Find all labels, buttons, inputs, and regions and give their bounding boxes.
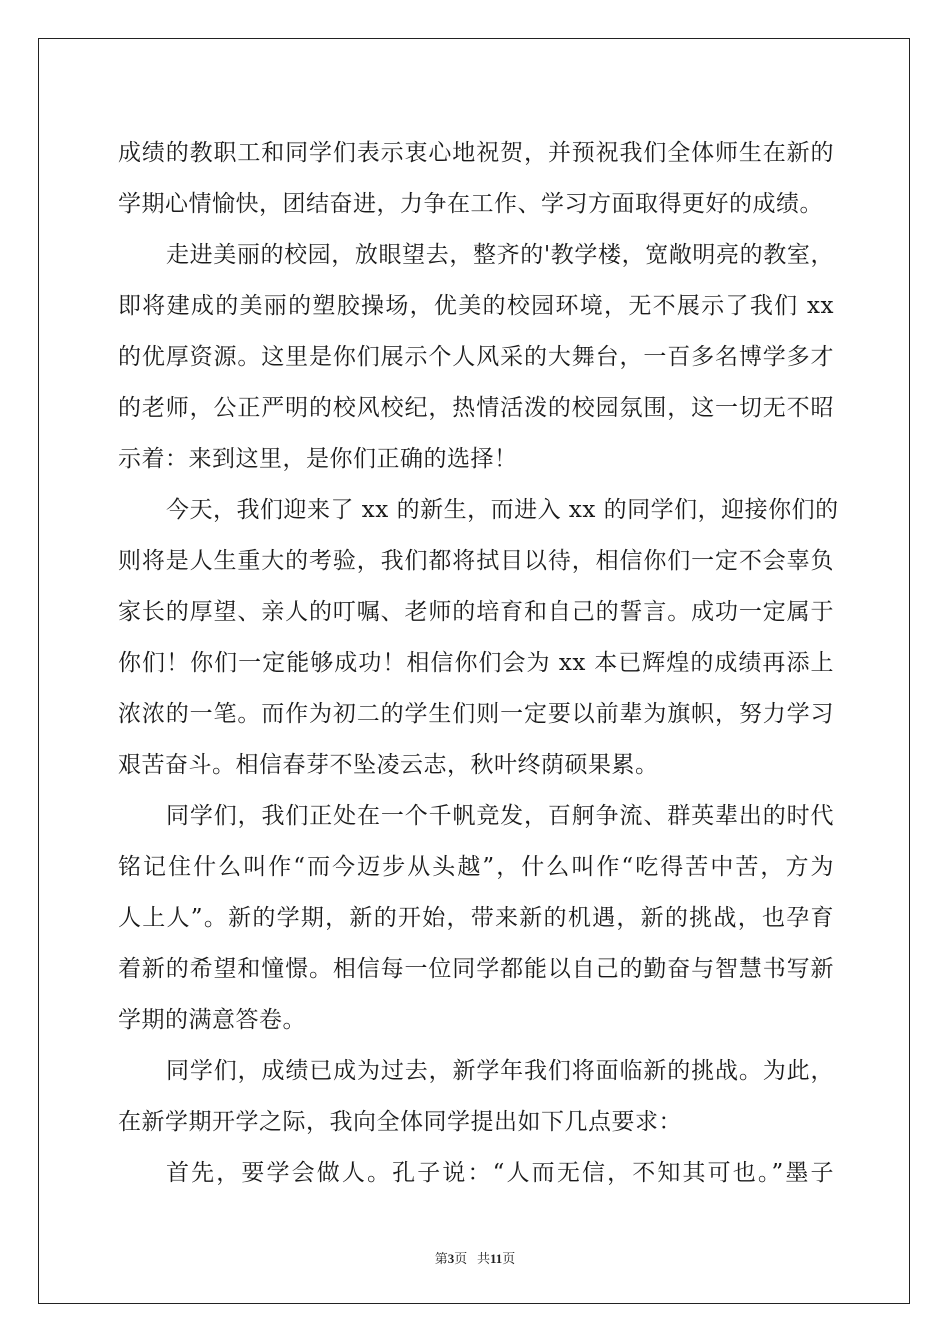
page-prefix: 第 [434, 1251, 448, 1266]
text-line: 则将是人生重大的考验，我们都将拭目以待，相信你们一定不会辜负 [118, 548, 834, 574]
total-suffix: 页 [502, 1251, 516, 1266]
text-line: 你们！你们一定能够成功！相信你们会为 xx 本已辉煌的成绩再添上 [118, 650, 834, 676]
text-line: 浓浓的一笔。而作为初二的学生们则一定要以前辈为旗帜，努力学习 [118, 701, 834, 727]
text-line: 艰苦奋斗。相信春芽不坠凌云志，秋叶终荫硕果累。 [118, 752, 659, 778]
text-line: 在新学期开学之际，我向全体同学提出如下几点要求： [118, 1109, 682, 1135]
page-number: 3 [447, 1251, 455, 1266]
text-line: 的老师，公正严明的校风校纪，热情活泼的校园氛围，这一切无不昭 [118, 395, 834, 421]
total-prefix: 共 [476, 1251, 490, 1266]
text-line: 着新的希望和憧憬。相信每一位同学都能以自己的勤奋与智慧书写新 [118, 956, 834, 982]
text-line: 首先，要学会做人。孔子说：“人而无信，不知其可也。”墨子 [166, 1160, 834, 1186]
text-line: 学期心情愉快，团结奋进，力争在工作、学习方面取得更好的成绩。 [118, 191, 823, 217]
text-line: 即将建成的美丽的塑胶操场，优美的校园环境，无不展示了我们 xx [118, 293, 834, 319]
text-line: 同学们，我们正处在一个千帆竞发，百舸争流、群英辈出的时代 [166, 803, 834, 829]
text-line: 的优厚资源。这里是你们展示个人风采的大舞台，一百多名博学多才 [118, 344, 834, 370]
total-pages: 11 [489, 1251, 503, 1266]
text-line: 家长的厚望、亲人的叮嘱、老师的培育和自己的誓言。成功一定属于 [118, 599, 834, 625]
text-line: 人上人”。新的学期，新的开始，带来新的机遇，新的挑战，也孕育 [118, 905, 834, 931]
text-line: 铭记住什么叫作“而今迈步从头越”，什么叫作“吃得苦中苦，方为 [118, 854, 834, 880]
document-body [118, 128, 839, 1199]
text-line: 今天，我们迎来了 xx 的新生，而进入 xx 的同学们，迎接你们的 [166, 497, 839, 523]
text-line: 走进美丽的校园，放眼望去，整齐的'教学楼，宽敞明亮的教室， [166, 242, 834, 268]
text-line: 成绩的教职工和同学们表示衷心地祝贺，并预祝我们全体师生在新的 [118, 140, 834, 166]
text-line: 学期的满意答卷。 [118, 1007, 306, 1033]
page-suffix: 页 [454, 1251, 468, 1266]
page-footer [0, 1248, 950, 1267]
text-line: 示着：来到这里，是你们正确的选择！ [118, 446, 518, 472]
text-line: 同学们，成绩已成为过去，新学年我们将面临新的挑战。为此， [166, 1058, 834, 1084]
